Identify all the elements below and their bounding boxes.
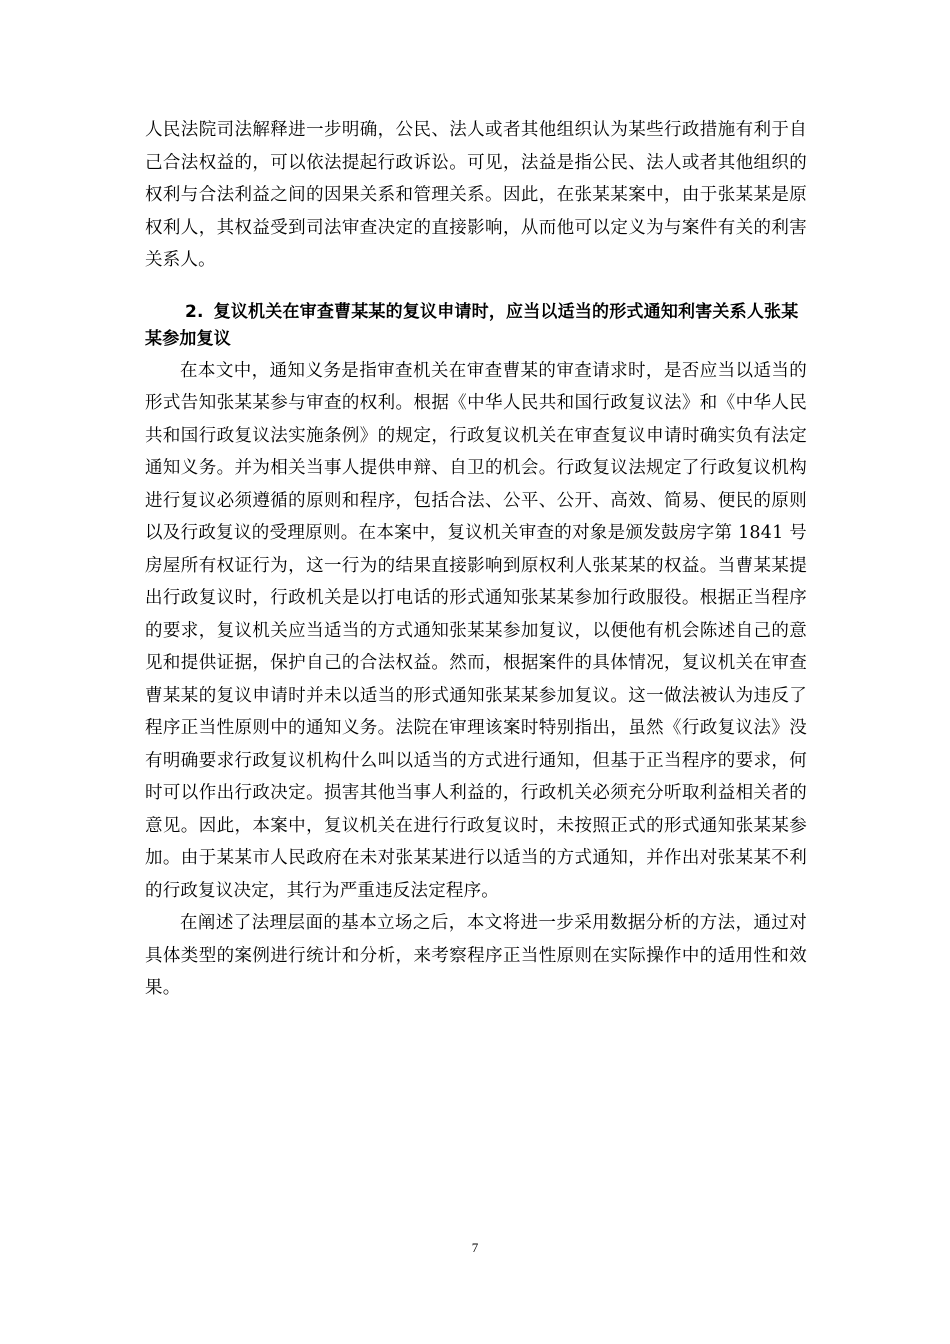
- paragraph-transition: 在阐述了法理层面的基本立场之后，本文将进一步采用数据分析的方法，通过对具体类型的案例进行统计和分析，来考察程序正当性原则在实际操作中的适用性和效果。: [145, 913, 807, 998]
- page-body: [145, 114, 807, 1005]
- paragraph-notification-duty: 在本文中，通知义务是指审查机关在审查曹某的审查请求时，是否应当以适当的形式告知张某某参与审查的权利。根据《中华人民共和国行政复议法》和《中华人民共和国行政复议法实施条例》的规定，行政复议机关在审查复议申请时确实负有法定通知义务。并为相关当事人提供申辩、自卫的机会。行政复议法规定了行政复议机构进行复议必须遵循的原则和程序，包括合法、公平、公开、高效、简易、便民的原则以及行政复议的受理原则。在本案中，复议机关审查的对象是颁发鼓房字第 1841 号房屋所有权证行为，这一行为的结果直接影响到原权利人张某某的权益。当曹某某提出行政复议时，行政机关是以打电话的形式通知张某某参加行政服役。根据正当程序的要求，复议机关应当适当的方式通知张某某参加复议，以便他有机会陈述自己的意见和提供证据，保护自己的合法权益。然而，根据案件的具体情况，复议机关在审查曹某某的复议申请时并未以适当的形式通知张某某参加复议。这一做法被认为违反了程序正当性原则中的通知义务。法院在审理该案时特别指出，虽然《行政复议法》没有明确要求行政复议机构什么叫以适当的方式进行通知，但基于正当程序的要求，何时可以作出行政决定。损害其他当事人利益的，行政机关必须充分听取利益相关者的意见。因此，本案中，复议机关在进行行政复议时，未按照正式的形式通知张某某参加。由于某某市人民政府在未对张某某进行以适当的方式通知，并作出对张某某不利的行政复议决定，其行为严重违反法定程序。: [145, 360, 807, 901]
- page-number: 7: [471, 1240, 479, 1255]
- section-heading-text: 复议机关在审查曹某某的复议申请时，应当以适当的形式通知利害关系人张某某参加复议: [145, 301, 799, 349]
- section-heading: [145, 299, 807, 353]
- paragraph-continued: 人民法院司法解释进一步明确，公民、法人或者其他组织认为某些行政措施有利于自己合法权益的，可以依法提起行政诉讼。可见，法益是指公民、法人或者其他组织的权利与合法利益之间的因果关系和管理关系。因此，在张某某案中，由于张某某是原权利人，其权益受到司法审查决定的直接影响，从而他可以定义为与案件有关的利害关系人。: [145, 120, 807, 270]
- section-heading-number: 2.: [184, 301, 204, 322]
